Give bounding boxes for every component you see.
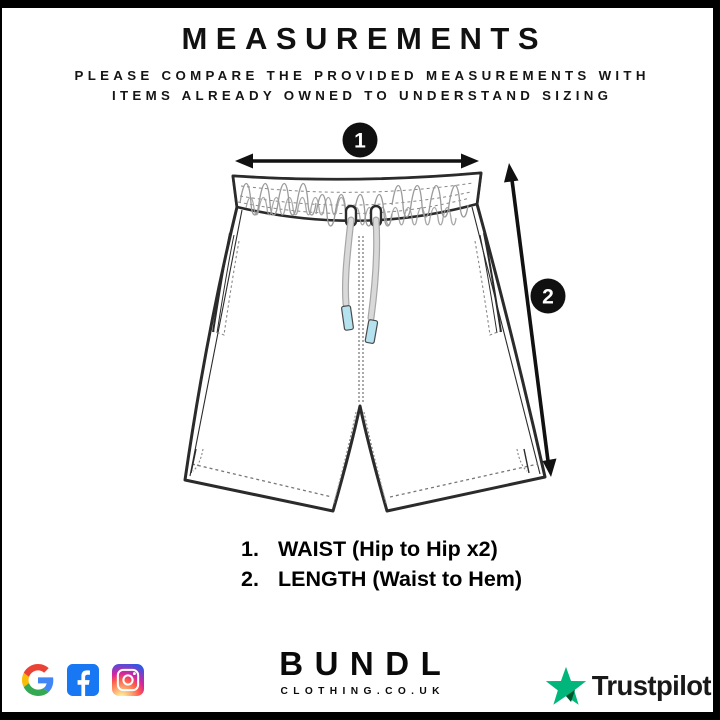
legend-item-waist [241,537,522,562]
legend-item-length [241,567,522,592]
length-marker-badge [531,279,566,314]
waist-marker-number: 1 [354,129,366,153]
trustpilot-logo [545,666,711,706]
legend-label: WAIST (Hip to Hip x2) [278,537,498,561]
facebook-icon [67,664,99,696]
waist-marker-badge [343,123,378,158]
shorts-drawing [185,173,545,511]
subtitle-line-2: ITEMS ALREADY OWNED TO UNDERSTAND SIZING [112,87,613,103]
measurement-legend [241,537,522,597]
brand-logo [268,645,452,697]
brand-name: BUNDL [279,645,453,682]
page-title: MEASUREMENTS [181,21,547,56]
legend-label: LENGTH (Waist to Hem) [278,567,523,591]
trustpilot-label: Trustpilot [591,670,711,701]
length-marker-number: 2 [542,285,554,309]
trustpilot-star-icon [545,666,587,706]
subtitle-line-1: PLEASE COMPARE THE PROVIDED MEASUREMENTS WITH [74,68,650,83]
google-icon [22,664,54,696]
brand-domain: CLOTHING.CO.UK [280,686,445,697]
legend-number: 1. [241,537,259,561]
instagram-icon [112,664,144,696]
legend-number: 2. [241,567,259,591]
social-icons [22,664,144,696]
